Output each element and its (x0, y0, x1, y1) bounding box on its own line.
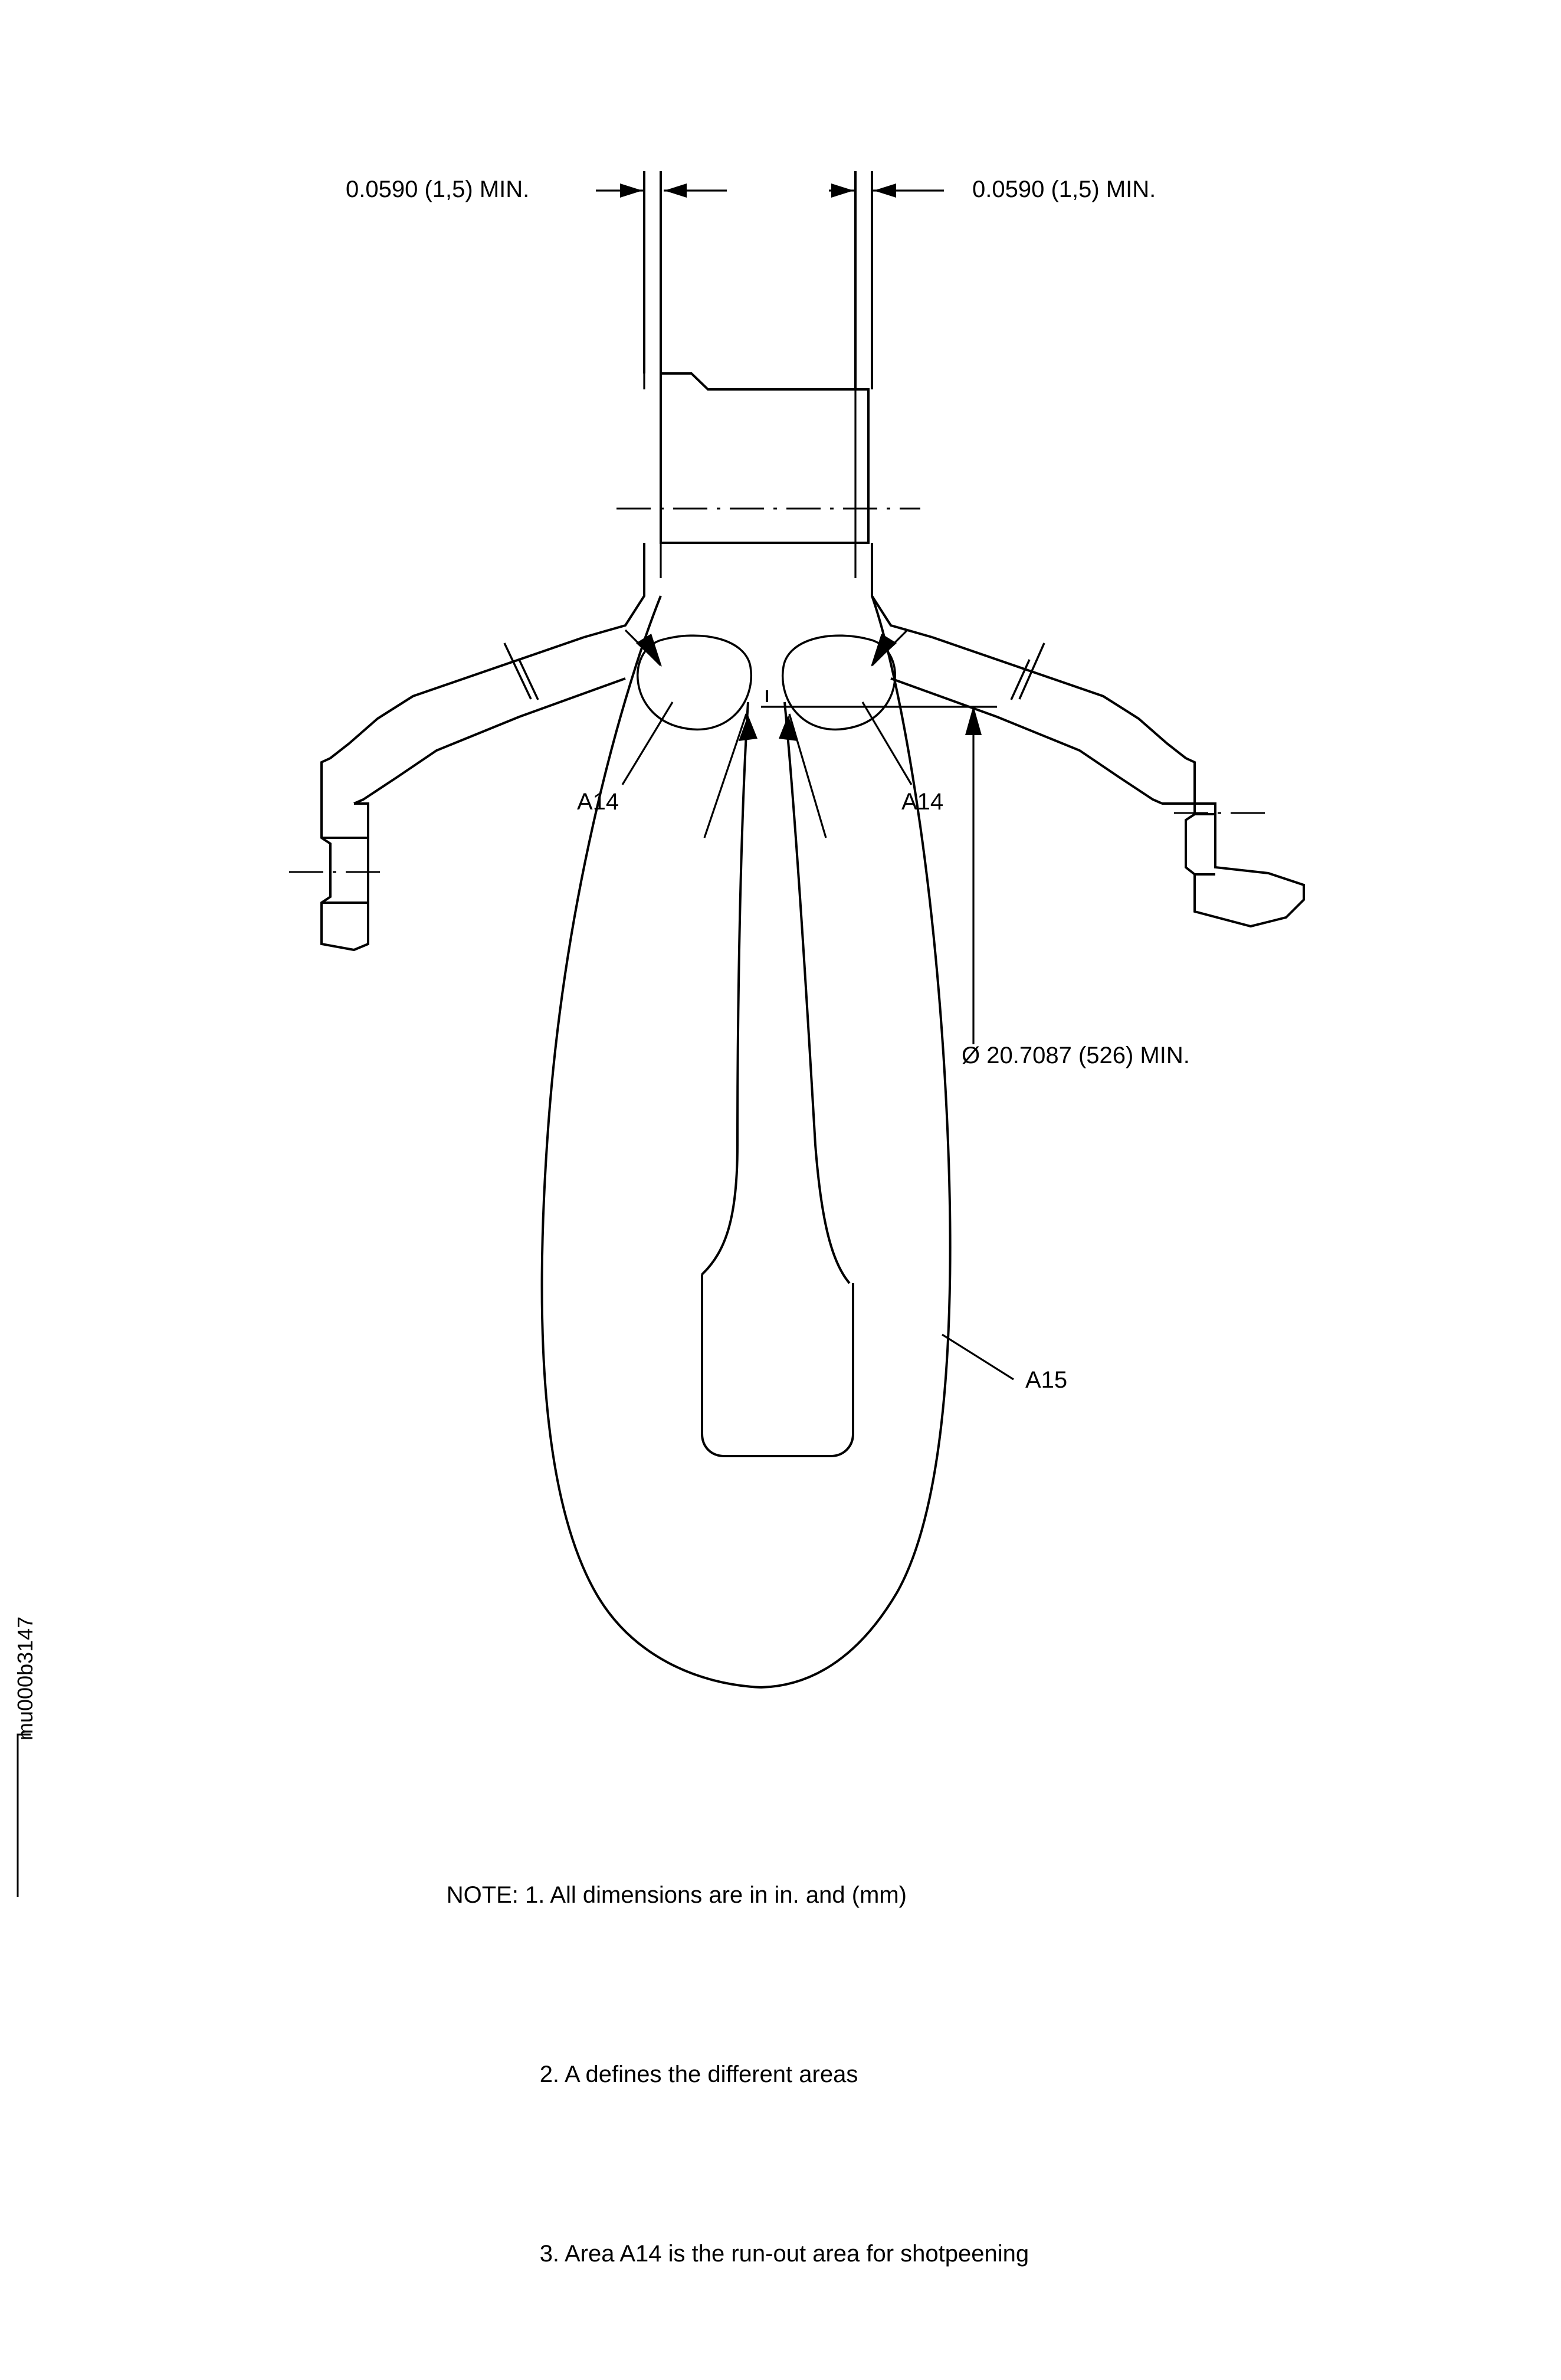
upper-boss (661, 373, 868, 543)
notes-block (407, 1770, 1029, 2380)
notes-item-2: 2. A defines the different areas (539, 2061, 858, 2088)
area-callout-a15: A15 (1025, 1367, 1068, 1393)
top-dimension-lines (596, 171, 944, 578)
dimension-label-left-min-thickness: 0.0590 (1,5) MIN. (346, 176, 530, 202)
dimension-label-diameter-min: Ø 20.7087 (526) MIN. (962, 1043, 1190, 1068)
notes-line-1 (407, 1842, 1029, 1949)
a14-runout-regions (638, 635, 895, 729)
center-lines (289, 509, 1268, 872)
notes-item-3: 3. Area A14 is the run-out area for shotpeening (539, 2241, 1029, 2267)
notes-item-1: 1. All dimensions are in in. and (mm) (525, 1882, 907, 1909)
leader-lines (622, 630, 1014, 1379)
leader-arrowheads (636, 634, 982, 741)
notes-line-3 (407, 2201, 1029, 2308)
area-callout-a14-left: A14 (577, 789, 619, 815)
break-marks (504, 643, 1044, 700)
notes-heading: NOTE: (446, 1882, 519, 1909)
part-outline (322, 171, 1304, 1687)
area-callout-a14-right: A14 (901, 789, 944, 815)
dimension-label-right-min-thickness: 0.0590 (1,5) MIN. (972, 176, 1156, 202)
document-id-label: mu000b3147 (13, 1616, 37, 1740)
docid-bracket (18, 1735, 31, 1897)
notes-line-2 (407, 2021, 1029, 2129)
